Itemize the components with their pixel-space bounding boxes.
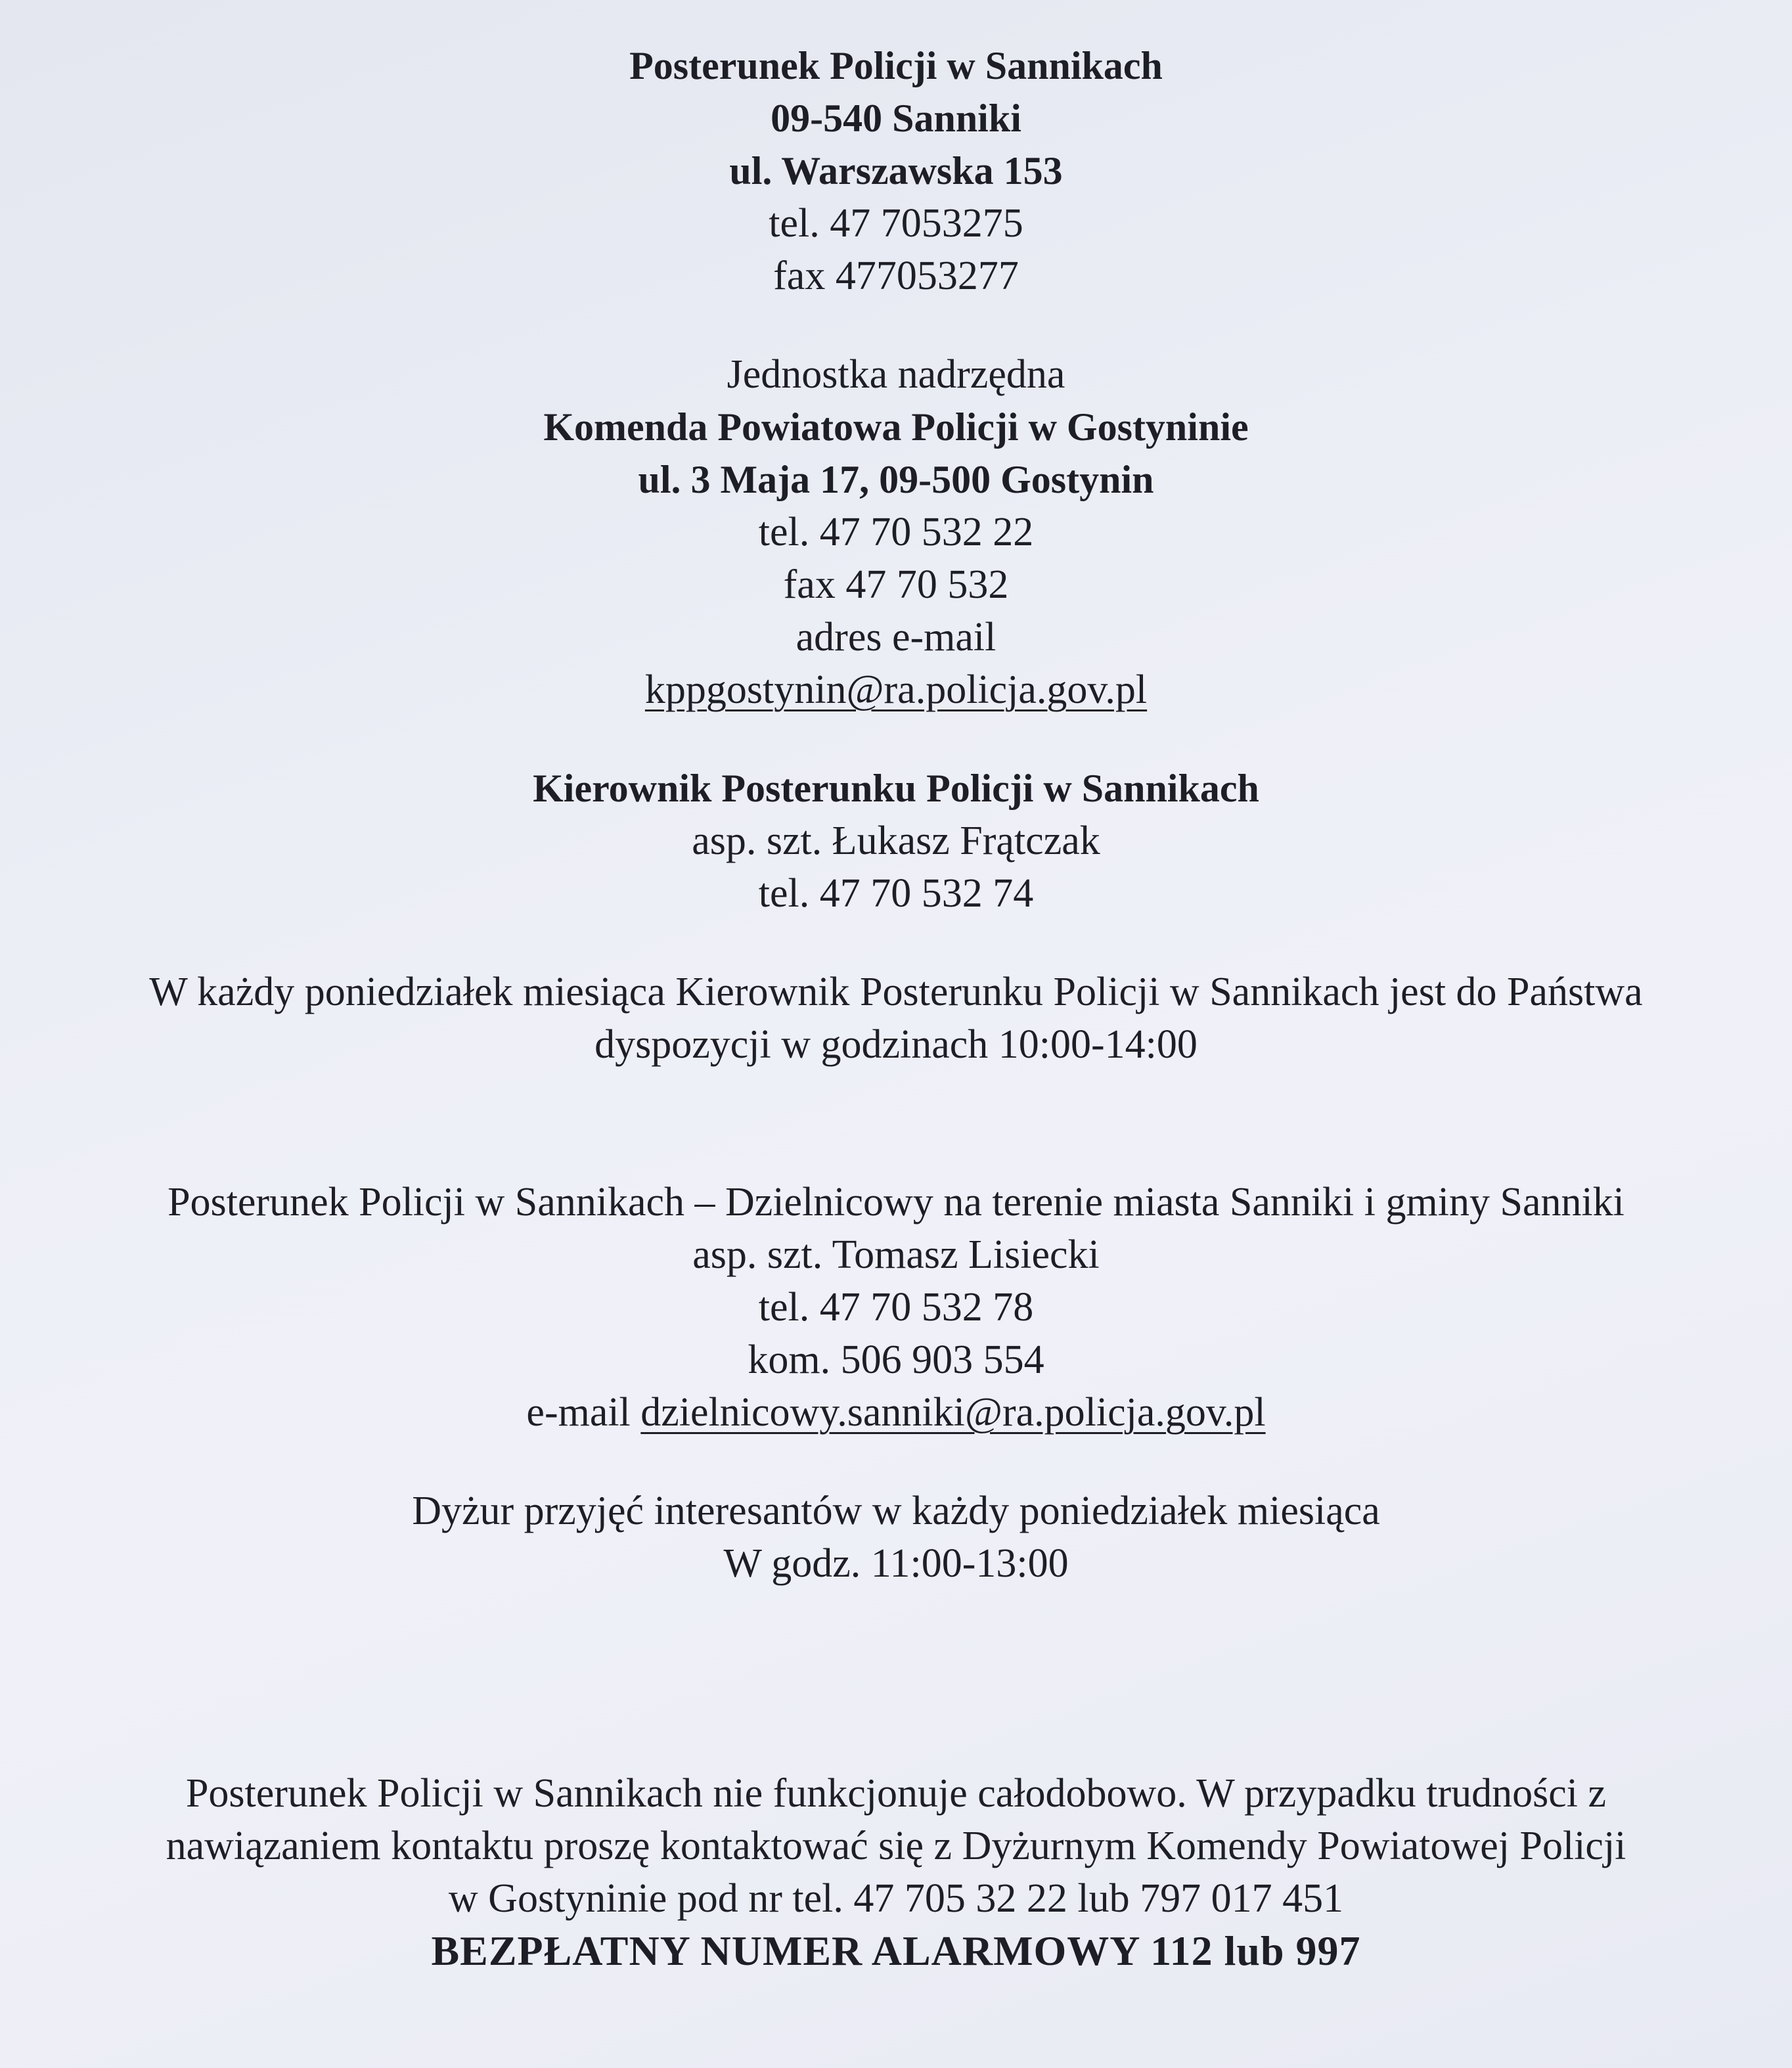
constable-email-label: e-mail [526,1390,641,1435]
constable-mobile: kom. 506 903 554 [748,1337,1044,1382]
head-hours-line2: dyspozycji w godzinach 10:00-14:00 [594,1022,1198,1067]
station-fax: fax 477053277 [773,254,1019,298]
duty-block [0,1485,1792,1590]
head-person: asp. szt. Łukasz Frątczak [692,819,1100,863]
spacer [0,920,1792,966]
station-tel: tel. 47 7053275 [769,201,1023,246]
parent-email-line [0,663,1792,716]
constable-tel: tel. 47 70 532 78 [758,1285,1034,1330]
head-block [0,762,1792,920]
spacer [0,302,1792,348]
constable-email-link[interactable]: dzielnicowy.sanniki@ra.policja.gov.pl [640,1390,1266,1435]
head-title: Kierownik Posterunku Policji w Sannikach [533,767,1259,810]
parent-unit-block [0,348,1792,716]
parent-fax: fax 47 70 532 [783,562,1009,607]
notice-line2: nawiązaniem kontaktu proszę kontaktować się z Dyżurnym Komendy Powiatowej Policji [166,1824,1626,1868]
parent-label: Jednostka nadrzędna [727,352,1065,397]
station-street: ul. Warszawska 153 [729,149,1063,192]
station-name: Posterunek Policji w Sannikach [629,44,1163,87]
alarm-number: BEZPŁATNY NUMER ALARMOWY 112 lub 997 [431,1927,1361,1974]
spacer [0,1590,1792,1767]
constable-title: Posterunek Policji w Sannikach – Dzielnicowy na terenie miasta Sanniki i gminy Sanniki [168,1180,1624,1225]
parent-email-link[interactable]: kppgostynin@ra.policja.gov.pl [644,667,1148,712]
head-hours-line1: W każdy poniedziałek miesiąca Kierownik Posterunku Policji w Sannikach jest do Państwa [149,970,1643,1014]
parent-tel: tel. 47 70 532 22 [758,510,1034,554]
constable-block [0,1176,1792,1439]
notice-line3: w Gostyninie pod nr tel. 47 705 32 22 lub 797 017 451 [448,1876,1344,1921]
parent-address: ul. 3 Maja 17, 09-500 Gostynin [638,458,1154,501]
notice-line1: Posterunek Policji w Sannikach nie funkcjonuje całodobowo. W przypadku trudności z [185,1771,1607,1816]
head-tel: tel. 47 70 532 74 [758,871,1034,916]
station-block [0,39,1792,302]
spacer [0,716,1792,762]
parent-name: Komenda Powiatowa Policji w Gostyninie [543,405,1249,449]
parent-email-label: adres e-mail [795,615,997,660]
constable-person: asp. szt. Tomasz Lisiecki [692,1232,1100,1277]
station-postal: 09-540 Sanniki [771,97,1021,140]
duty-line1: Dyżur przyjęć interesantów w każdy poniedziałek miesiąca [412,1489,1380,1533]
spacer [0,1439,1792,1485]
notice-block [0,1767,1792,1977]
spacer [0,1071,1792,1176]
duty-line2: W godz. 11:00-13:00 [723,1541,1069,1586]
constable-email-line [0,1386,1792,1439]
head-hours-block [0,966,1792,1071]
